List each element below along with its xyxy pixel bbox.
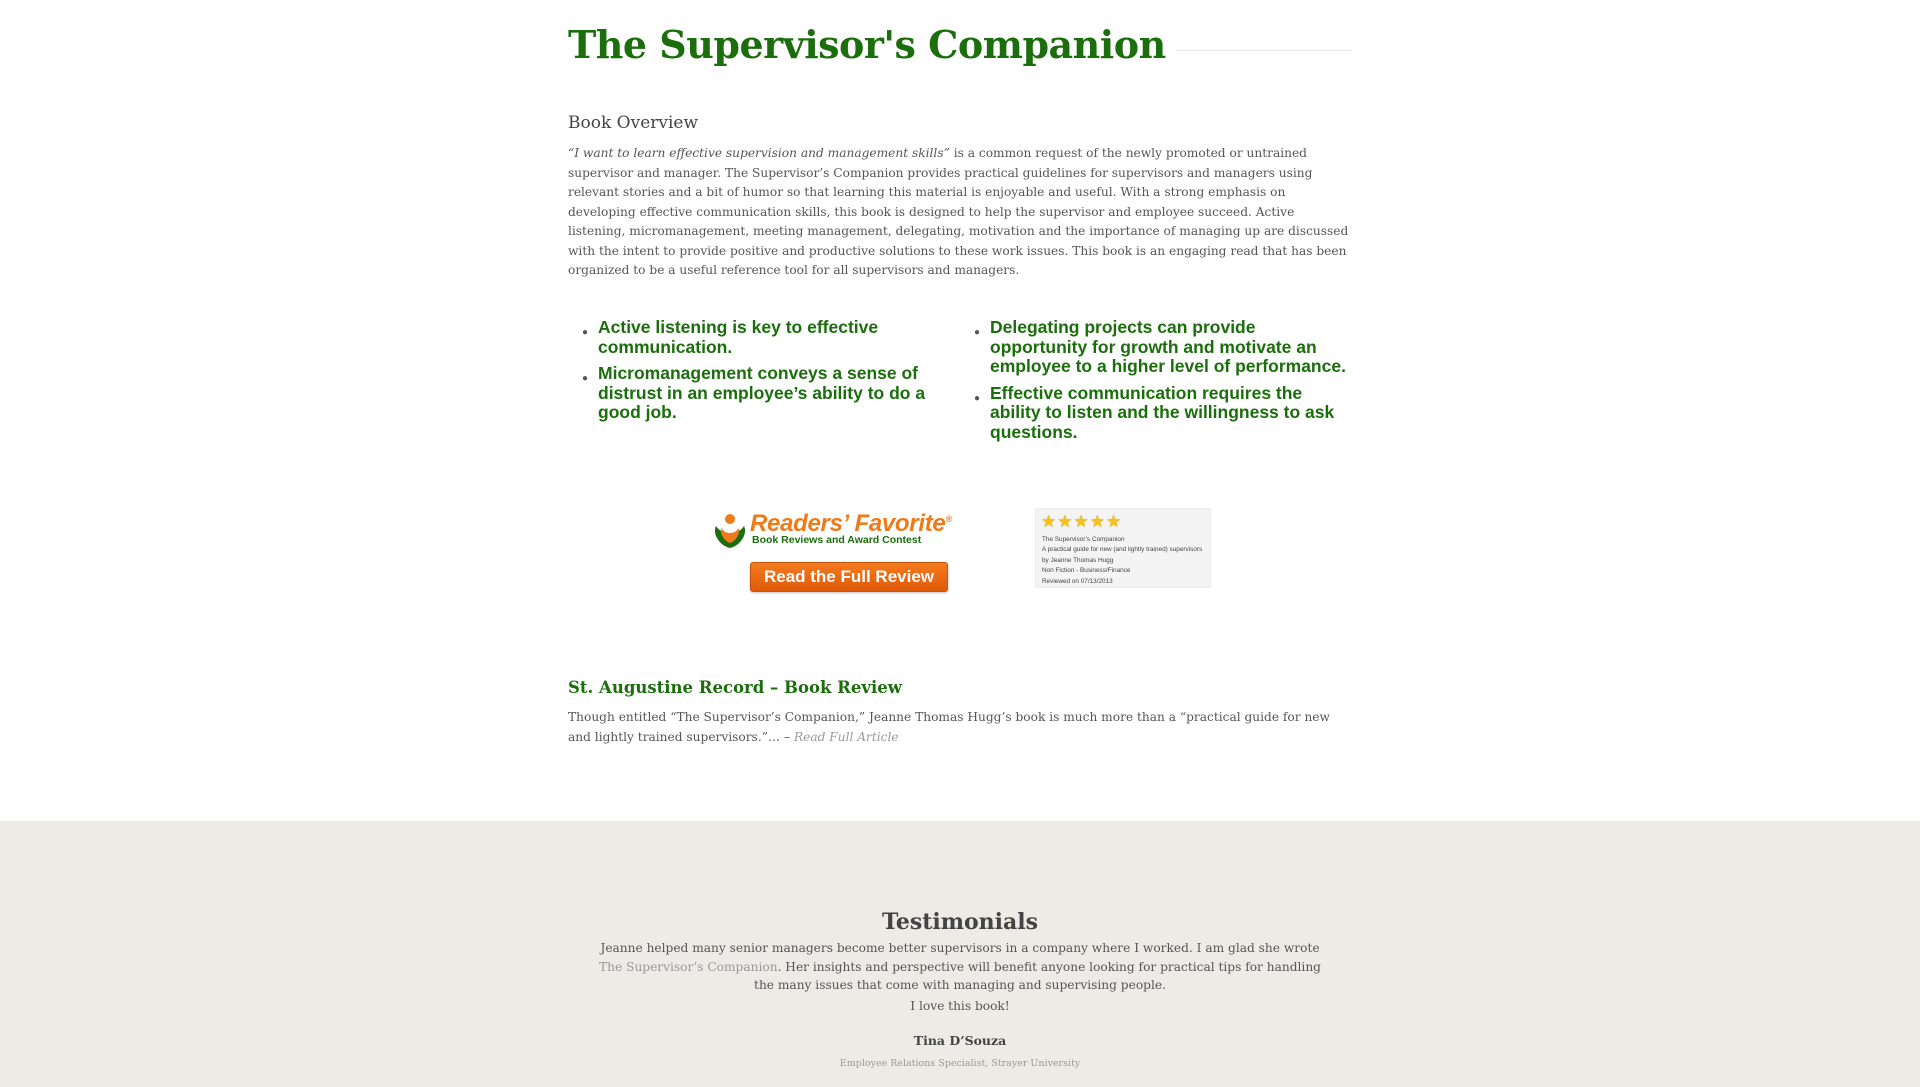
key-points-column-2: [974, 318, 1352, 449]
title-row: [568, 22, 1352, 82]
key-points-column-1: [582, 318, 942, 430]
review-card-text: The Supervisor’s Companion A practical guide for new (and lightly trained) supervisors by Jeanne Thomas Hugg Non Fiction - Business/Finance Reviewed on 07/13/2013: [1042, 536, 1203, 585]
readers-favorite-title: Readers’ Favorite®: [750, 510, 952, 537]
review-rating-card[interactable]: [1035, 508, 1211, 588]
key-point: ● Active listening is key to effective communication.: [582, 317, 879, 357]
testimonial-quote: Jeanne helped many senior managers become better supervisors in a company where I worked. I am glad she wrote The Supervisor’s Companion. Her insights and perspective will benefit anyone looking for practical tips for handling the many issues that come with managing and supervising people.: [599, 941, 1321, 992]
bullet-icon: ●: [582, 327, 589, 338]
readers-favorite-subtitle: Book Reviews and Award Contest: [752, 534, 922, 546]
key-points: [568, 318, 1352, 458]
overview-body: is a common request of the newly promoted or untrained supervisor and manager. The Supervisor’s Companion provides practical guidelines for supervisors and managers using relevant stories and a bit of humor so that learning this material is enjoyable and useful. With a strong emphasis on developing effective communication skills, this book is designed to help the supervisor and employee succeed. Active listening, micromanagement, meeting management, delegating, motivation and the importance of managing up are discussed with the intent to provide positive and productive solutions to these work issues. This book is an engaging read that has been organized to be a useful reference tool for all supervisors and managers.: [568, 146, 1349, 277]
book-overview-text: [568, 144, 1352, 281]
key-point: ● Micromanagement conveys a sense of distrust in an employee’s ability to do a good job.: [582, 363, 926, 422]
read-full-article-link[interactable]: Read Full Article: [793, 729, 899, 744]
bullet-icon: ●: [974, 392, 981, 404]
testimonial-author: Tina D’Souza: [913, 1033, 1007, 1048]
testimonials-heading: Testimonials: [881, 909, 1039, 935]
key-point: ● Delegating projects can provide opportunity for growth and motivate an employee to a higher level of performance.: [974, 317, 1346, 376]
testimonial-closing: I love this book!: [910, 999, 1010, 1013]
page-title: The Supervisor's Companion: [568, 22, 1176, 67]
readers-favorite-logo-icon: [710, 512, 750, 550]
book-overview-heading: Book Overview: [568, 113, 699, 133]
st-augustine-review-text: Though entitled “The Supervisor’s Companion,” Jeanne Thomas Hugg’s book is much more than a “practical guide for new and lightly trained supervisors.”… – Read Full Article: [568, 710, 1330, 744]
key-point: ● Effective communication requires the ability to listen and the willingness to ask questions.: [974, 382, 1335, 442]
five-stars-icon: ★★★★★: [1041, 512, 1123, 532]
read-full-review-button[interactable]: Read the Full Review: [750, 562, 948, 592]
bullet-icon: ●: [974, 327, 981, 338]
readers-favorite-badge[interactable]: [710, 508, 970, 594]
overview-quote: “I want to learn effective supervision and management skills”: [568, 146, 950, 160]
testimonials-section: [0, 821, 1920, 1087]
testimonial-author-role: Employee Relations Specialist, Strayer University: [839, 1058, 1081, 1069]
book-title-link[interactable]: The Supervisor’s Companion: [599, 959, 778, 974]
bullet-icon: ●: [582, 373, 589, 384]
st-augustine-review-title: St. Augustine Record – Book Review: [568, 678, 902, 697]
